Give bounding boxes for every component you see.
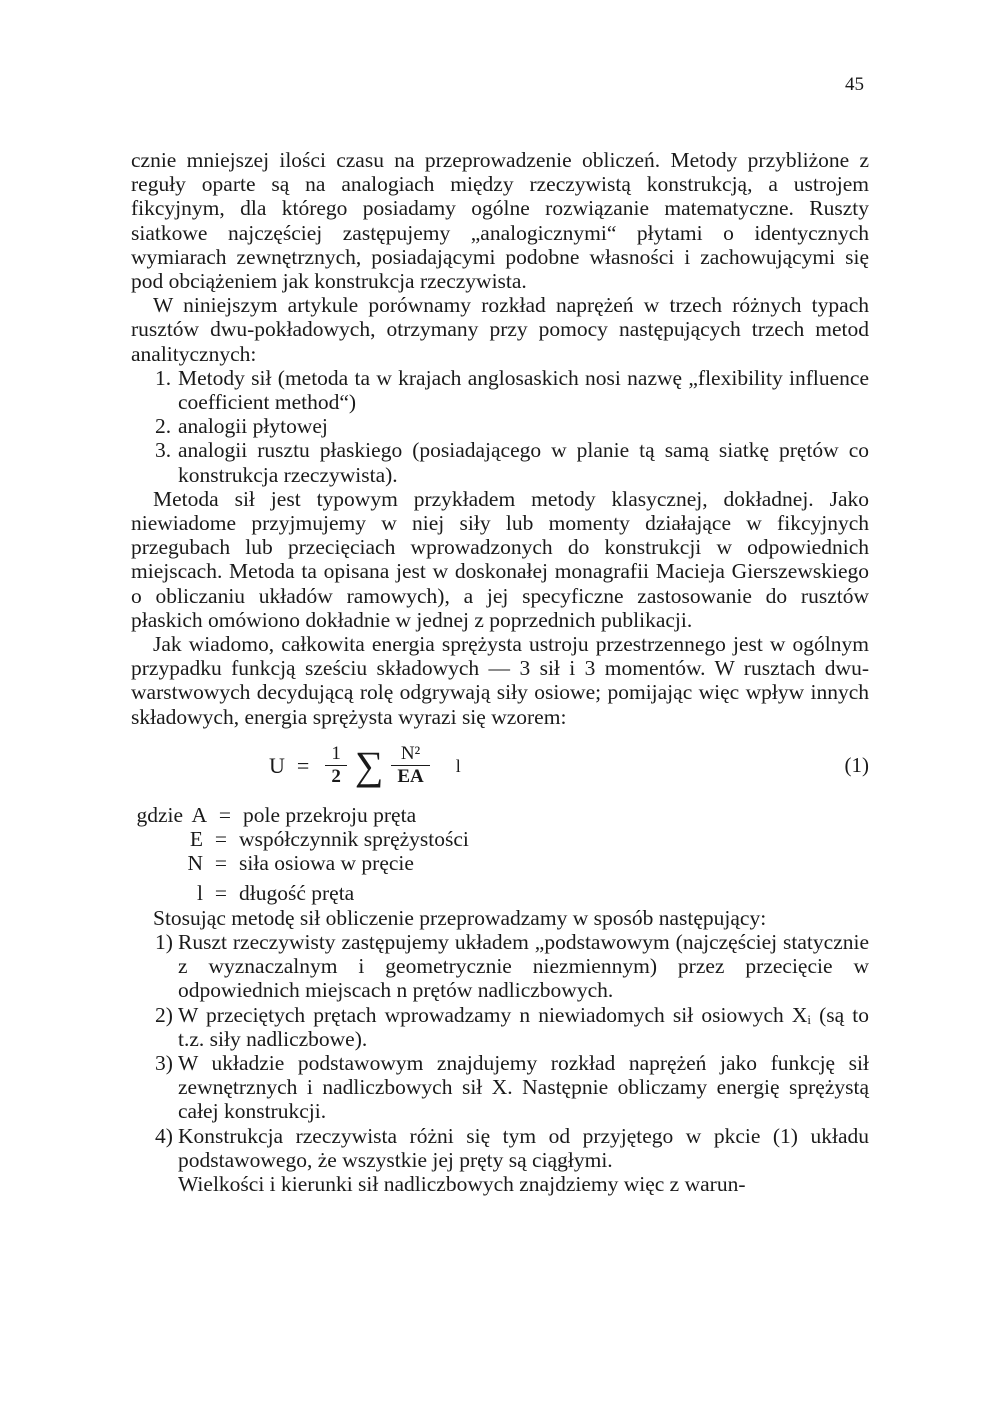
fraction-numerator: N² — [400, 743, 421, 765]
equals: = — [214, 881, 228, 906]
list-item — [131, 930, 869, 1003]
fraction-denominator: EA — [391, 765, 429, 788]
symbol-definitions — [131, 803, 869, 906]
symbol: A — [191, 802, 207, 827]
list-number: 4) — [155, 1123, 173, 1148]
list-number: 3) — [155, 1050, 173, 1075]
list-item — [131, 414, 869, 438]
where-label: gdzie — [136, 802, 183, 827]
methods-list — [131, 366, 869, 487]
steps-list — [131, 930, 869, 1172]
symbol: E — [189, 827, 203, 852]
list-text: W przeciętych prętach wprowadzamy n niewiadomych sił osiowych Xᵢ (są to t.z. siły nadliczbowe). — [178, 1002, 869, 1051]
paragraph-elastic-energy: Jak wiadomo, całkowita energia sprężysta ustroju przestrzennego jest w ogólnym przypadku funkcją sześciu składowych — 3 sił i 3 momentów. W rusztach dwu-warstwowych decydującą rolę odgrywają siły osiowe; pomijając więc wpływ innych składowych, energia sprężysta wyrazi się wzorem: — [131, 632, 869, 729]
list-text: Metody sił (metoda ta w krajach anglosaskich nosi nazwę „flexibility influence coefficient method“) — [178, 365, 869, 415]
symbol-description: współczynnik sprężystości — [239, 827, 469, 852]
symbol: l — [197, 881, 203, 906]
page-body — [131, 148, 869, 1196]
equation-number: (1) — [844, 752, 869, 777]
paragraph-procedure: Stosując metodę sił obliczenie przeprowadzamy w sposób następujący: — [153, 905, 767, 930]
list-number: 1. — [155, 365, 172, 390]
equals: = — [218, 802, 232, 827]
equals: = — [214, 827, 228, 852]
formula-length: l — [455, 755, 461, 776]
symbol-description: siła osiowa w pręcie — [239, 851, 414, 876]
fraction-denominator: 2 — [325, 765, 347, 788]
summation-icon: ∑ — [354, 742, 384, 788]
list-item — [131, 1051, 869, 1124]
list-text: analogii rusztu płaskiego (posiadającego w planie tą samą siatkę prętów co konstrukcja rzeczywista). — [178, 438, 869, 487]
equation-1 — [131, 735, 869, 797]
list-text: Ruszt rzeczywisty zastępujemy układem „podstawowym (najczęściej statycznie z wyznaczalnym i geometrycznie niezmiennym) przez przecięcie w odpowiednich miejscach n prętów nadliczbowych. — [178, 929, 869, 1003]
fraction-n2-ea — [391, 743, 429, 788]
formula-equals: = — [296, 752, 310, 778]
list-number: 3. — [155, 438, 172, 463]
list-item — [131, 1003, 869, 1051]
definition-row — [131, 881, 869, 905]
list-text: analogii płytowej — [178, 414, 328, 439]
symbol-description: długość pręta — [239, 881, 355, 906]
page-number: 45 — [845, 74, 864, 95]
definition-row — [131, 803, 869, 827]
list-item — [131, 366, 869, 414]
definition-row — [131, 851, 869, 875]
symbol-description: pole przekroju pręta — [243, 802, 417, 827]
paragraph-force-method: Metoda sił jest typowym przykładem metody klasycznej, dokładnej. Jako niewiadome przyjmujemy w niej siły lub momenty działające w fikcyjnych przegubach lub przecięciach wprowadzonych do konstrukcji w odpowiednich miejscach. Metoda ta opisana jest w doskonałej monagrafii Macieja Gierszewskiego o obliczaniu układów ramowych), a jej specyficzne zastosowanie do rusztów płaskich omówiono dokładnie w jednej z poprzednich publikacji. — [131, 486, 869, 632]
equals: = — [214, 851, 228, 876]
list-item — [131, 1124, 869, 1172]
formula-lhs: U — [269, 752, 285, 778]
list-item — [131, 438, 869, 486]
list-number: 2) — [155, 1002, 173, 1027]
paragraph-continuation: Wielkości i kierunki sił nadliczbowych znajdziemy więc z warun- — [178, 1171, 746, 1196]
symbol: N — [187, 851, 203, 876]
list-text: Konstrukcja rzeczywista różni się tym od przyjętego w pkcie (1) układu podstawowego, że wszystkie jej pręty są ciągłymi. — [178, 1123, 869, 1172]
list-number: 2. — [155, 414, 172, 439]
paragraph-intro: cznie mniejszej ilości czasu na przeprowadzenie obliczeń. Metody przybliżone z reguły oparte są na analogiach między rzeczywistą konstrukcją, a ustrojem fikcyjnym, dla którego posiadamy ogólne rozwiązanie matematyczne. Ruszty siatkowe najczęściej zastępujemy „analogicznymi“ płytami o identycznych wymiarach zewnętrznych, posiadającymi podobne własności i zachowującymi się pod obciążeniem jak konstrukcja rzeczywista. — [131, 148, 869, 294]
fraction-numerator: 1 — [331, 743, 341, 765]
list-number: 1) — [155, 929, 173, 954]
paragraph-article-scope: W niniejszym artykule porównamy rozkład naprężeń w trzech różnych typach rusztów dwu-pokładowych, otrzymany przy pomocy następujących trzech metod analitycznych: — [131, 293, 869, 366]
list-text: W układzie podstawowym znajdujemy rozkład naprężeń jako funkcję sił zewnętrznych i nadliczbowych sił X. Następnie obliczamy energię sprężystą całej konstrukcji. — [178, 1050, 869, 1124]
formula — [269, 735, 461, 797]
definition-row — [131, 827, 869, 851]
fraction-half — [325, 743, 347, 788]
